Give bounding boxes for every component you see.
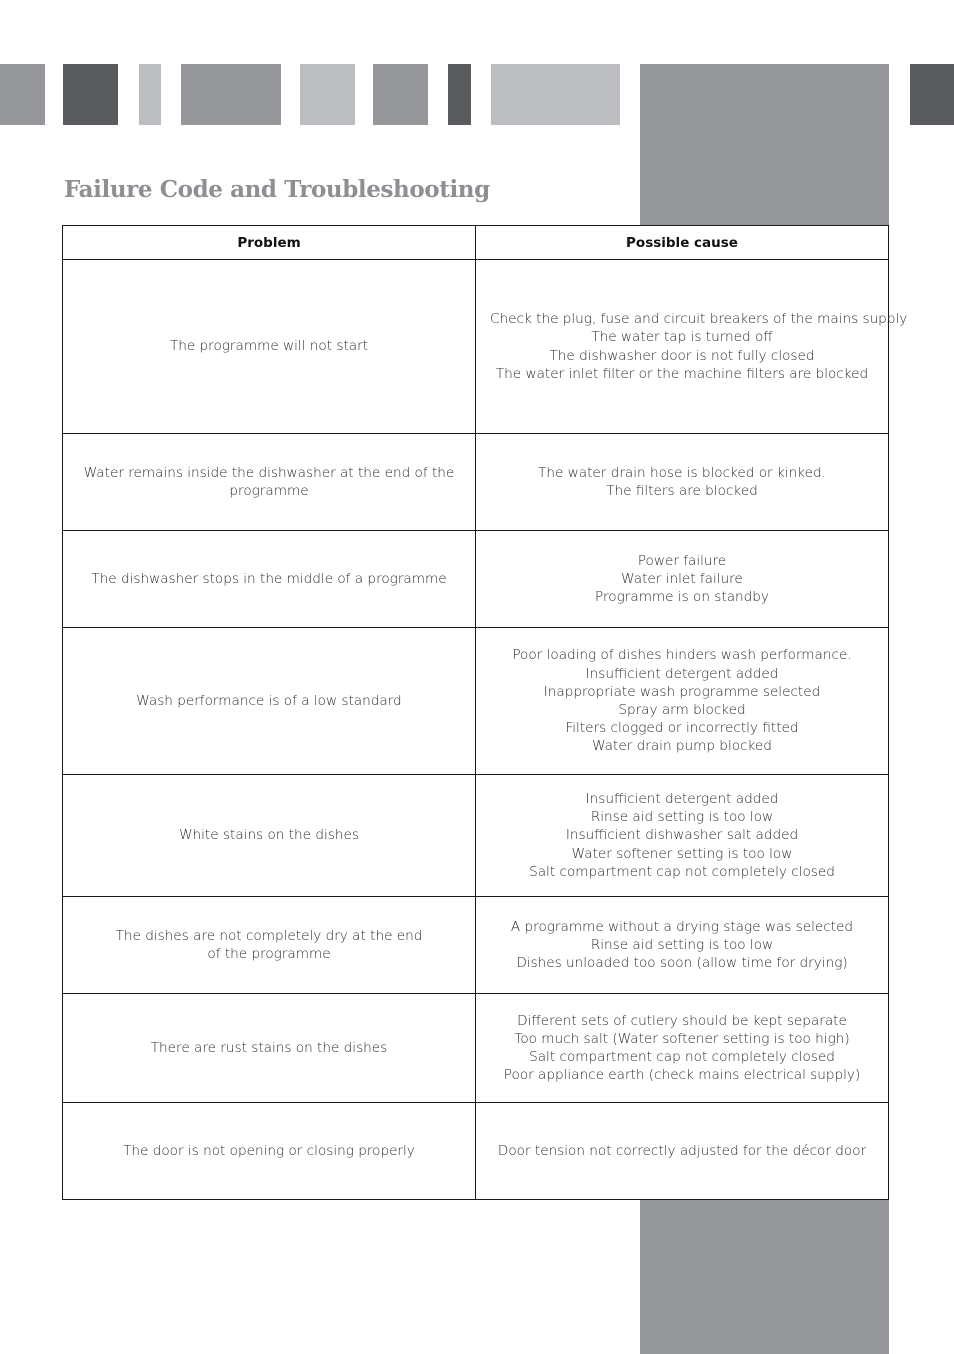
table-row (63, 897, 889, 994)
header-block (0, 64, 45, 125)
cause-text: Water softener setting is too low (571, 845, 793, 862)
cause-text: The filters are blocked (606, 483, 758, 499)
cause-text: Insufficient dishwasher salt added (565, 827, 799, 844)
problem-text: The dishwasher stops in the middle of a programme (91, 570, 447, 587)
cause-cell (476, 628, 889, 775)
cause-cell (476, 897, 889, 994)
cause-text: Rinse aid setting is too low (590, 936, 774, 953)
header-block (491, 64, 620, 125)
cause-text: Dishes unloaded too soon (allow time for drying) (516, 955, 848, 972)
table-row (63, 260, 889, 434)
header-block (373, 64, 428, 125)
problem-text: Water remains inside the dishwasher at the end of the (83, 464, 455, 481)
problem-cell (63, 994, 476, 1103)
cause-text: The water tap is turned off (591, 329, 773, 346)
header-block (63, 64, 118, 125)
cause-cell (476, 994, 889, 1103)
problem-column-header: Problem (63, 226, 476, 260)
cause-text: Poor loading of dishes hinders wash performance. (512, 647, 852, 664)
problem-cell (63, 1103, 476, 1200)
cause-cell (476, 531, 889, 628)
problem-cell (63, 628, 476, 775)
problem-text: There are rust stains on the dishes (150, 1039, 388, 1056)
cause-cell (476, 1103, 889, 1200)
problem-cell (63, 260, 476, 434)
cause-text: Rinse aid setting is too low (590, 809, 774, 826)
cause-text: Insufficient detergent added (585, 790, 779, 807)
cause-text: The water inlet filter or the machine filters are blocked (495, 365, 869, 382)
cause-text: Check the plug, fuse and circuit breakers of the mains supply (490, 311, 908, 328)
troubleshooting-table (62, 225, 908, 1200)
problem-text: programme (229, 483, 309, 499)
cause-text: Salt compartment cap not completely closed (529, 1049, 835, 1065)
table-row (63, 628, 889, 775)
cause-text: Inappropriate wash programme selected (543, 683, 821, 700)
cause-text: Insufficient detergent added (585, 665, 779, 682)
header-block (448, 64, 471, 125)
table-row (63, 531, 889, 628)
side-panel-bottom (640, 1199, 889, 1354)
cause-text: Too much salt (Water softener setting is too high) (514, 1030, 850, 1047)
problem-text: The programme will not start (169, 338, 369, 355)
page-title: Failure Code and Troubleshooting (64, 176, 490, 203)
cause-text: The water drain hose is blocked or kinked. (538, 464, 826, 481)
table-row (63, 1103, 889, 1200)
problem-text: Wash performance is of a low standard (136, 692, 402, 709)
table-body (63, 260, 908, 1200)
problem-cell (63, 897, 476, 994)
cause-text: A programme without a drying stage was selected (510, 918, 854, 935)
cause-text: The dishwasher door is not fully closed (549, 347, 815, 364)
problem-text: The dishes are not completely dry at the end (115, 927, 423, 944)
table-row (63, 775, 889, 897)
problem-text: White stains on the dishes (179, 827, 359, 844)
cause-text: Water inlet failure (621, 570, 743, 587)
problem-text: The door is not opening or closing properly (123, 1142, 415, 1159)
cause-text: Power failure (637, 552, 727, 569)
problem-text: of the programme (207, 946, 331, 962)
table-row (63, 994, 889, 1103)
problem-cell (63, 775, 476, 897)
table-row (63, 434, 889, 531)
cause-text: Spray arm blocked (618, 702, 746, 718)
cause-text: Poor appliance earth (check mains electrical supply) (503, 1067, 861, 1084)
cause-text: Filters clogged or incorrectly fitted (565, 720, 799, 737)
header-block (181, 64, 281, 125)
cause-cell (476, 434, 889, 531)
cause-column-header: Possible cause (476, 226, 889, 260)
problem-cell (63, 434, 476, 531)
cause-text: Door tension not correctly adjusted for the décor door (497, 1142, 867, 1159)
table-header-row (63, 226, 889, 260)
cause-text: Programme is on standby (595, 589, 769, 606)
cause-text: Different sets of cutlery should be kept separate (517, 1012, 847, 1029)
cause-text: Water drain pump blocked (592, 738, 772, 755)
cause-cell (476, 775, 889, 897)
cause-cell (476, 260, 908, 434)
problem-cell (63, 531, 476, 628)
cause-text: Salt compartment cap not completely closed (529, 863, 835, 880)
header-block (910, 64, 954, 125)
header-block (139, 64, 161, 125)
side-panel-top (640, 64, 889, 226)
header-block (300, 64, 355, 125)
